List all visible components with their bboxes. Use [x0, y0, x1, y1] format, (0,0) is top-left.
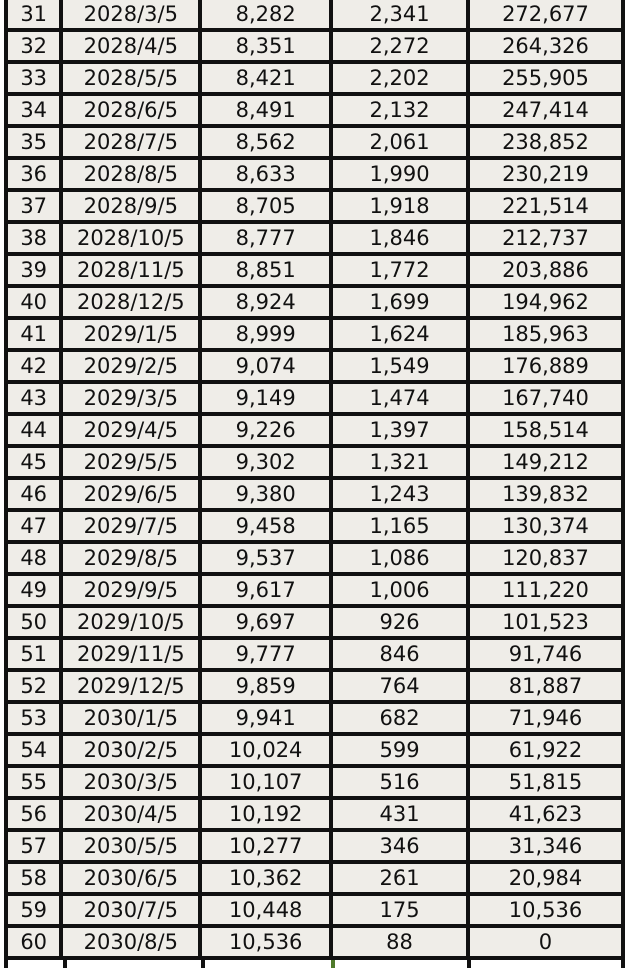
cell-principal[interactable]: 10,536: [202, 928, 333, 960]
cell-date[interactable]: 2028/10/5: [63, 224, 202, 256]
cell-date[interactable]: 2029/12/5: [63, 672, 202, 704]
cell-period[interactable]: 60: [4, 928, 63, 960]
cell-interest[interactable]: 1,772: [333, 256, 470, 288]
cell-balance[interactable]: 194,962: [470, 288, 625, 320]
cell-balance[interactable]: 10,536: [470, 896, 625, 928]
cell-period[interactable]: 34: [4, 96, 63, 128]
cell-principal[interactable]: 10,277: [202, 832, 333, 864]
cell-interest[interactable]: 2,132: [333, 96, 470, 128]
table-row: [4, 768, 625, 800]
cell-date[interactable]: 2029/11/5: [63, 640, 202, 672]
cell-principal[interactable]: 9,226: [202, 416, 333, 448]
table-row: [4, 320, 625, 352]
cell-date[interactable]: 2028/12/5: [63, 288, 202, 320]
cell-interest[interactable]: 175: [333, 896, 470, 928]
cell-interest[interactable]: 682: [333, 704, 470, 736]
cell-interest[interactable]: 1,918: [333, 192, 470, 224]
cell-principal[interactable]: 10,024: [202, 736, 333, 768]
cell-balance[interactable]: 149,212: [470, 448, 625, 480]
cell-balance[interactable]: 130,374: [470, 512, 625, 544]
table-row: [4, 832, 625, 864]
cell-date[interactable]: 2029/10/5: [63, 608, 202, 640]
cell-interest[interactable]: 2,202: [333, 64, 470, 96]
cell-date[interactable]: 2029/5/5: [63, 448, 202, 480]
cell-principal[interactable]: 8,705: [202, 192, 333, 224]
cell-interest[interactable]: 261: [333, 864, 470, 896]
table-row: [4, 128, 625, 160]
table-row: [4, 864, 625, 896]
cell-date[interactable]: 2030/3/5: [63, 768, 202, 800]
cell-period[interactable]: 46: [4, 480, 63, 512]
cell-interest[interactable]: 1,474: [333, 384, 470, 416]
table-row: [4, 736, 625, 768]
cell-balance[interactable]: 41,623: [470, 800, 625, 832]
cell-date[interactable]: 2030/1/5: [63, 704, 202, 736]
cell-balance[interactable]: 247,414: [470, 96, 625, 128]
cell-balance[interactable]: 264,326: [470, 32, 625, 64]
cell-period[interactable]: 47: [4, 512, 63, 544]
cell-balance[interactable]: 120,837: [470, 544, 625, 576]
cell-interest[interactable]: 1,846: [333, 224, 470, 256]
cell-date[interactable]: 2028/3/5: [63, 0, 202, 32]
cell-balance[interactable]: 255,905: [470, 64, 625, 96]
payment-schedule-table: [4, 0, 625, 960]
cell-interest[interactable]: 1,397: [333, 416, 470, 448]
cell-date[interactable]: 2029/4/5: [63, 416, 202, 448]
cell-principal[interactable]: 9,777: [202, 640, 333, 672]
cell-principal[interactable]: 10,362: [202, 864, 333, 896]
table-body: [4, 0, 625, 960]
cell-balance[interactable]: 91,746: [470, 640, 625, 672]
cell-interest[interactable]: 599: [333, 736, 470, 768]
cell-balance[interactable]: 185,963: [470, 320, 625, 352]
cell-period[interactable]: 43: [4, 384, 63, 416]
table-row: [4, 640, 625, 672]
cell-interest[interactable]: 1,243: [333, 480, 470, 512]
cell-interest[interactable]: 431: [333, 800, 470, 832]
cell-period[interactable]: 50: [4, 608, 63, 640]
cell-period[interactable]: 52: [4, 672, 63, 704]
cell-period[interactable]: 41: [4, 320, 63, 352]
table-row: [4, 544, 625, 576]
table-row: [4, 448, 625, 480]
cell-interest[interactable]: 346: [333, 832, 470, 864]
cell-period[interactable]: 56: [4, 800, 63, 832]
cell-date[interactable]: 2028/5/5: [63, 64, 202, 96]
table-row: [4, 800, 625, 832]
cell-principal[interactable]: 10,192: [202, 800, 333, 832]
cell-period[interactable]: 51: [4, 640, 63, 672]
table-row: [4, 32, 625, 64]
cell-principal[interactable]: 9,074: [202, 352, 333, 384]
cell-principal[interactable]: 9,617: [202, 576, 333, 608]
cell-interest[interactable]: 1,990: [333, 160, 470, 192]
cell-balance[interactable]: 272,677: [470, 0, 625, 32]
cell-principal[interactable]: 9,859: [202, 672, 333, 704]
cell-date[interactable]: 2028/4/5: [63, 32, 202, 64]
cell-period[interactable]: 39: [4, 256, 63, 288]
cell-date[interactable]: 2030/6/5: [63, 864, 202, 896]
cell-principal[interactable]: 10,107: [202, 768, 333, 800]
cell-principal[interactable]: 9,458: [202, 512, 333, 544]
cell-interest[interactable]: 1,006: [333, 576, 470, 608]
cell-balance[interactable]: 81,887: [470, 672, 625, 704]
cell-interest[interactable]: 846: [333, 640, 470, 672]
cell-period[interactable]: 33: [4, 64, 63, 96]
cell-principal[interactable]: 8,851: [202, 256, 333, 288]
cell-date[interactable]: 2030/5/5: [63, 832, 202, 864]
table-row: [4, 672, 625, 704]
cell-period[interactable]: 57: [4, 832, 63, 864]
cell-principal[interactable]: 8,351: [202, 32, 333, 64]
table-row: [4, 288, 625, 320]
cell-principal[interactable]: 8,562: [202, 128, 333, 160]
table-row: [4, 352, 625, 384]
cell-date[interactable]: 2029/2/5: [63, 352, 202, 384]
cell-principal[interactable]: 10,448: [202, 896, 333, 928]
cell-principal[interactable]: 9,302: [202, 448, 333, 480]
cell-interest[interactable]: 764: [333, 672, 470, 704]
cell-date[interactable]: 2028/7/5: [63, 128, 202, 160]
cell-balance[interactable]: 0: [470, 928, 625, 960]
table-row: [4, 224, 625, 256]
cell-period[interactable]: 55: [4, 768, 63, 800]
table-row: [4, 160, 625, 192]
cell-interest[interactable]: 1,624: [333, 320, 470, 352]
cell-balance[interactable]: 203,886: [470, 256, 625, 288]
cell-balance[interactable]: 31,346: [470, 832, 625, 864]
cell-period[interactable]: 58: [4, 864, 63, 896]
cell-period[interactable]: 35: [4, 128, 63, 160]
cell-principal[interactable]: 9,380: [202, 480, 333, 512]
cell-balance[interactable]: 20,984: [470, 864, 625, 896]
cell-principal[interactable]: 8,999: [202, 320, 333, 352]
cell-balance[interactable]: 238,852: [470, 128, 625, 160]
cell-interest[interactable]: 1,321: [333, 448, 470, 480]
cell-period[interactable]: 48: [4, 544, 63, 576]
table-row: [4, 64, 625, 96]
cell-balance[interactable]: 212,737: [470, 224, 625, 256]
cell-date[interactable]: 2028/9/5: [63, 192, 202, 224]
table-row: [4, 256, 625, 288]
table-row: [4, 0, 625, 32]
cell-period[interactable]: 49: [4, 576, 63, 608]
cell-date[interactable]: 2030/2/5: [63, 736, 202, 768]
cell-period[interactable]: 40: [4, 288, 63, 320]
cell-period[interactable]: 37: [4, 192, 63, 224]
table-row: [4, 192, 625, 224]
cell-principal[interactable]: 8,491: [202, 96, 333, 128]
cell-balance[interactable]: 167,740: [470, 384, 625, 416]
cell-date[interactable]: 2029/9/5: [63, 576, 202, 608]
cell-interest[interactable]: 88: [333, 928, 470, 960]
cell-interest[interactable]: 1,549: [333, 352, 470, 384]
cell-date[interactable]: 2028/6/5: [63, 96, 202, 128]
cell-interest[interactable]: 2,061: [333, 128, 470, 160]
cell-interest[interactable]: 1,086: [333, 544, 470, 576]
cell-balance[interactable]: 221,514: [470, 192, 625, 224]
cell-period[interactable]: 59: [4, 896, 63, 928]
cell-period[interactable]: 42: [4, 352, 63, 384]
cell-period[interactable]: 38: [4, 224, 63, 256]
table-row: [4, 480, 625, 512]
table-row: [4, 704, 625, 736]
cell-balance[interactable]: 71,946: [470, 704, 625, 736]
cell-principal[interactable]: 8,633: [202, 160, 333, 192]
cell-date[interactable]: 2029/3/5: [63, 384, 202, 416]
cell-interest[interactable]: 926: [333, 608, 470, 640]
cell-principal[interactable]: 8,421: [202, 64, 333, 96]
cell-date[interactable]: 2030/4/5: [63, 800, 202, 832]
cell-principal[interactable]: 9,697: [202, 608, 333, 640]
cell-balance[interactable]: 61,922: [470, 736, 625, 768]
cell-principal[interactable]: 8,282: [202, 0, 333, 32]
cell-period[interactable]: 31: [4, 0, 63, 32]
cell-interest[interactable]: 1,165: [333, 512, 470, 544]
cell-date[interactable]: 2030/8/5: [63, 928, 202, 960]
cell-balance[interactable]: 139,832: [470, 480, 625, 512]
cell-balance[interactable]: 51,815: [470, 768, 625, 800]
cell-period[interactable]: 32: [4, 32, 63, 64]
cell-period[interactable]: 45: [4, 448, 63, 480]
cell-balance[interactable]: 101,523: [470, 608, 625, 640]
cell-principal[interactable]: 9,941: [202, 704, 333, 736]
cell-period[interactable]: 36: [4, 160, 63, 192]
cell-balance[interactable]: 176,889: [470, 352, 625, 384]
cell-interest[interactable]: 2,341: [333, 0, 470, 32]
cell-balance[interactable]: 111,220: [470, 576, 625, 608]
cell-period[interactable]: 53: [4, 704, 63, 736]
cell-date[interactable]: 2028/8/5: [63, 160, 202, 192]
cell-period[interactable]: 44: [4, 416, 63, 448]
table-row: [4, 608, 625, 640]
table-row: [4, 416, 625, 448]
cell-principal[interactable]: 9,537: [202, 544, 333, 576]
cell-balance[interactable]: 158,514: [470, 416, 625, 448]
cell-date[interactable]: 2029/1/5: [63, 320, 202, 352]
cell-interest[interactable]: 1,699: [333, 288, 470, 320]
cell-principal[interactable]: 8,777: [202, 224, 333, 256]
table-row: [4, 512, 625, 544]
cell-balance[interactable]: 230,219: [470, 160, 625, 192]
table-row: [4, 576, 625, 608]
table-row: [4, 384, 625, 416]
cell-principal[interactable]: 8,924: [202, 288, 333, 320]
cell-interest[interactable]: 2,272: [333, 32, 470, 64]
cell-date[interactable]: 2030/7/5: [63, 896, 202, 928]
cell-interest[interactable]: 516: [333, 768, 470, 800]
cell-period[interactable]: 54: [4, 736, 63, 768]
cell-date[interactable]: 2028/11/5: [63, 256, 202, 288]
table-row: [4, 896, 625, 928]
cell-date[interactable]: 2029/7/5: [63, 512, 202, 544]
table-row: [4, 928, 625, 960]
bottom-grid-edge: [0, 960, 630, 968]
table-row: [4, 96, 625, 128]
cell-principal[interactable]: 9,149: [202, 384, 333, 416]
cell-date[interactable]: 2029/8/5: [63, 544, 202, 576]
cell-date[interactable]: 2029/6/5: [63, 480, 202, 512]
